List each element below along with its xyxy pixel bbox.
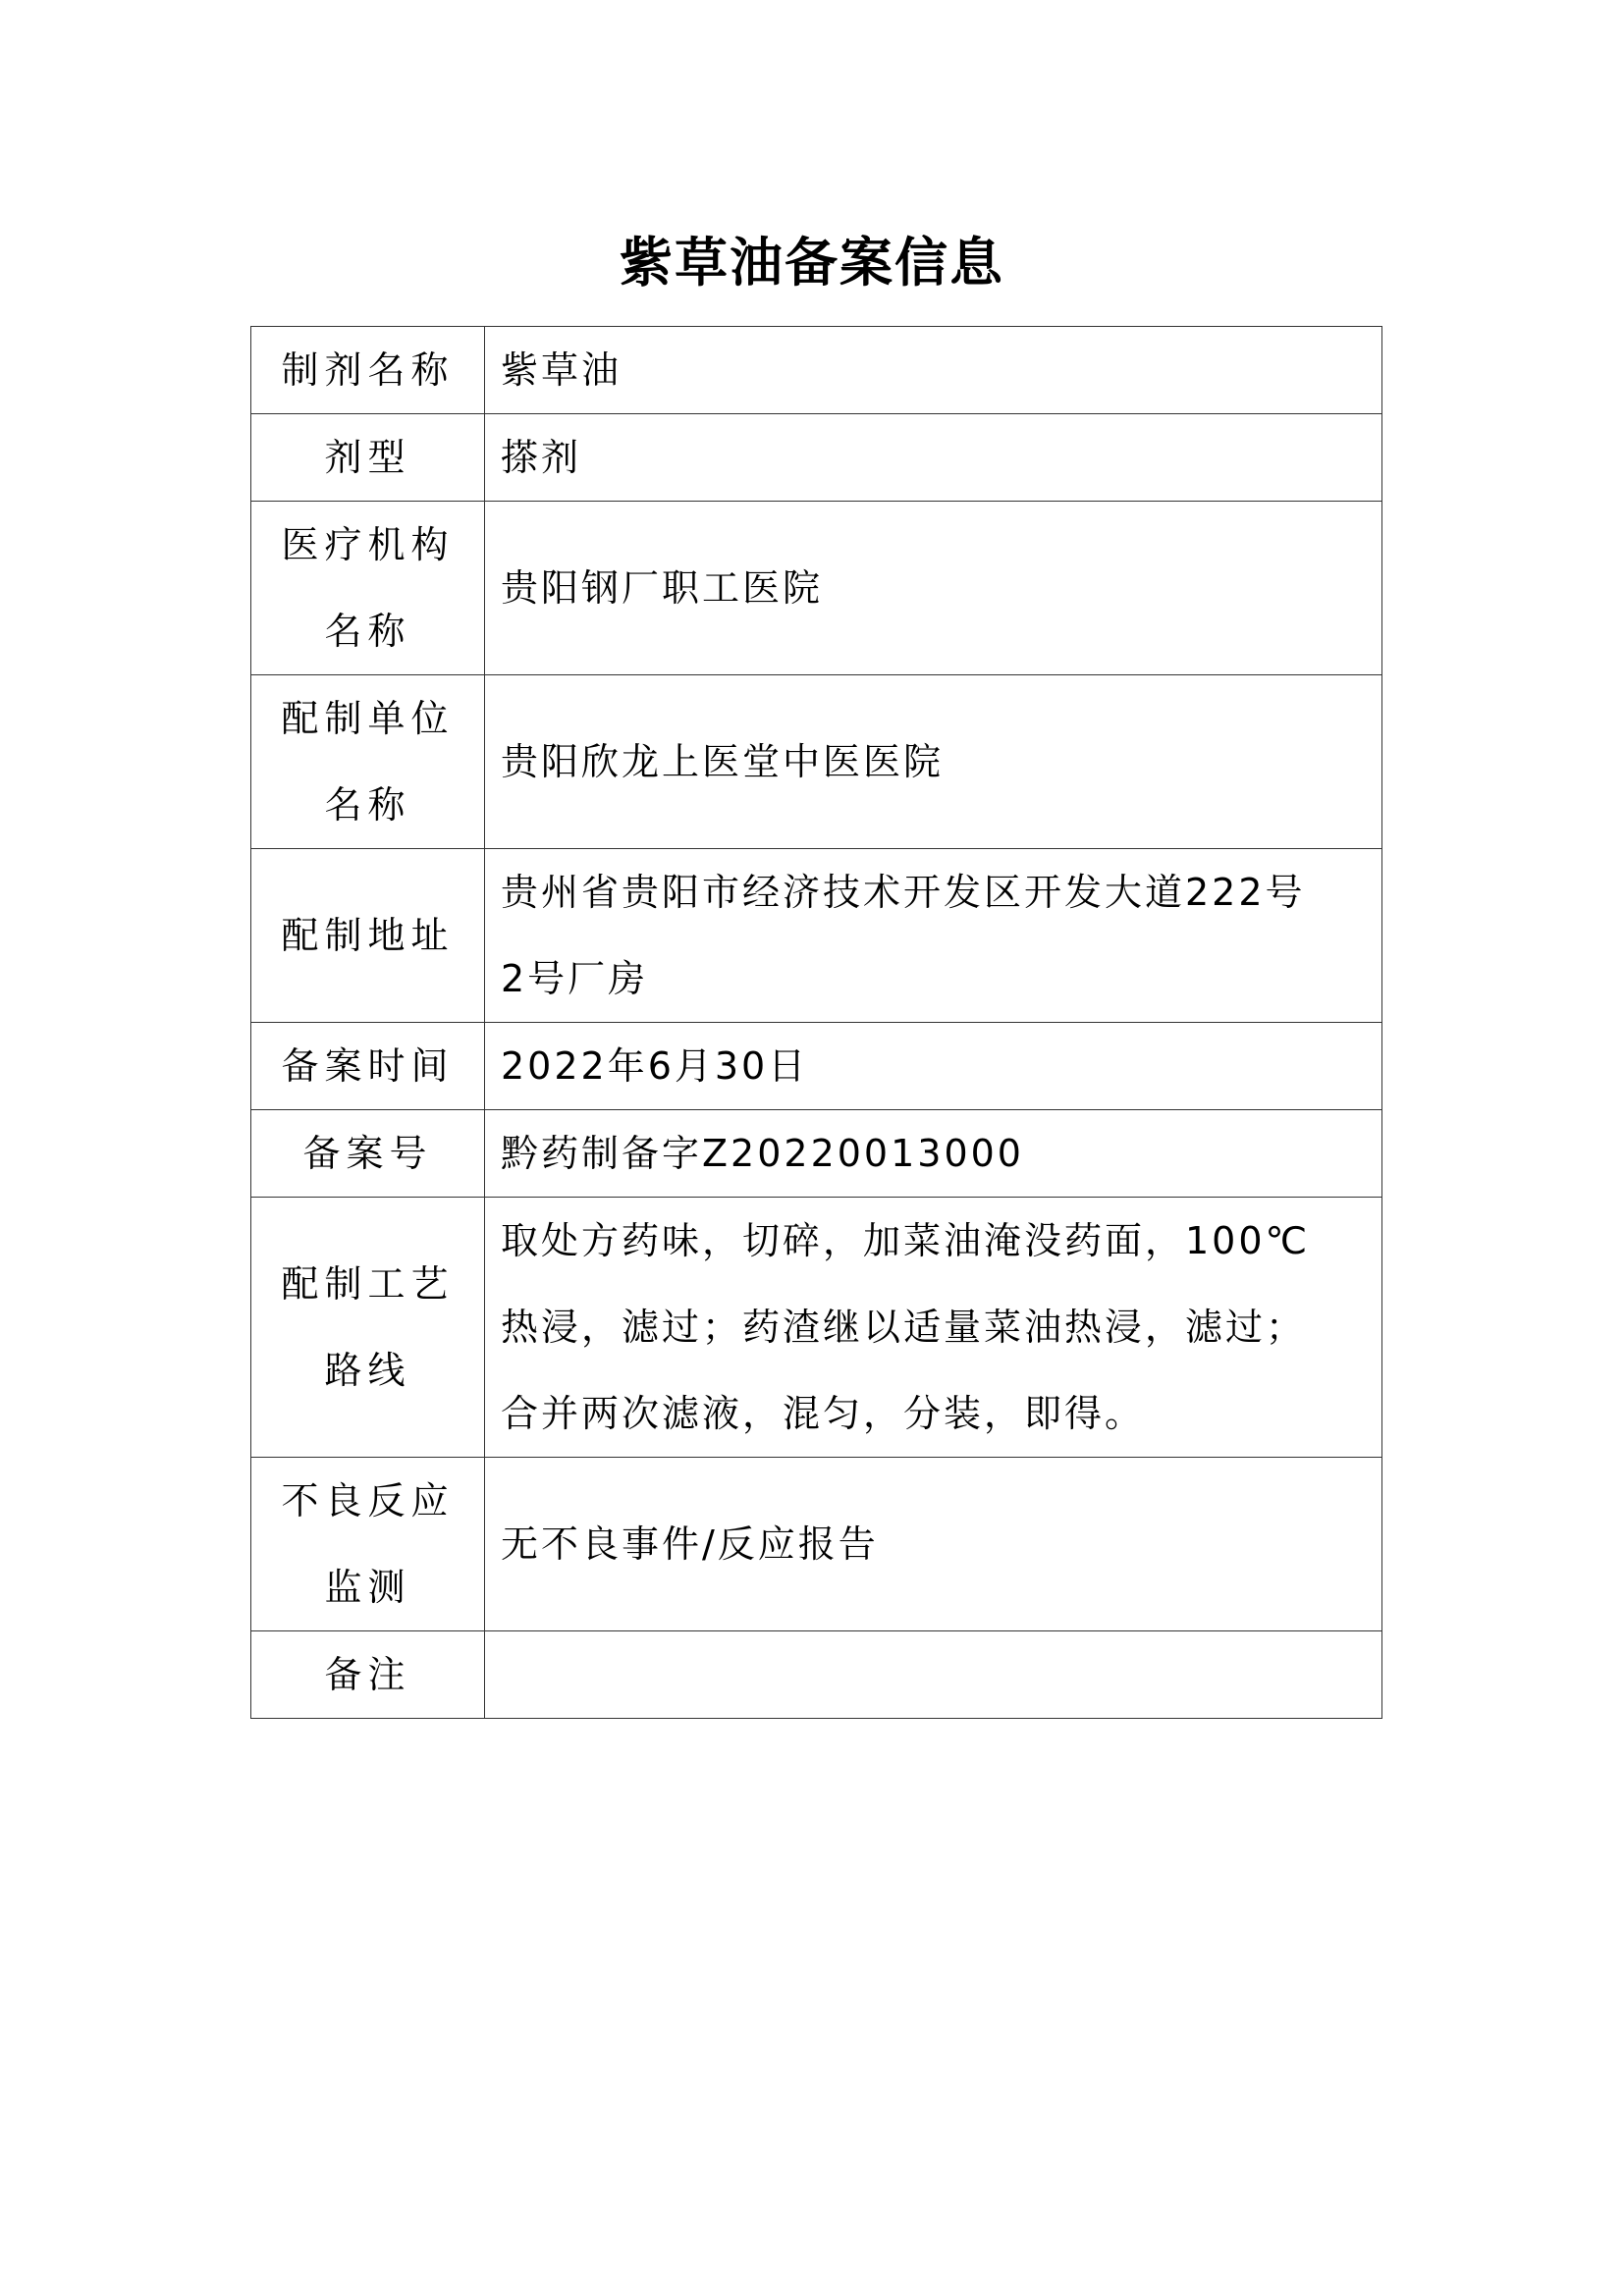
table-row	[251, 327, 1382, 414]
row-value	[485, 849, 1382, 1023]
row-label-text: 备案号	[302, 1132, 433, 1175]
table-row	[251, 502, 1382, 675]
row-value-text: 搽剂	[501, 436, 582, 479]
row-value-text: 黔药制备字Z20220013000	[501, 1132, 1024, 1175]
table-row	[251, 414, 1382, 502]
row-value	[485, 1023, 1382, 1110]
row-label	[251, 414, 485, 502]
table-row	[251, 1023, 1382, 1110]
table-row	[251, 1458, 1382, 1631]
row-label	[251, 675, 485, 849]
row-label-text: 剂型	[324, 436, 411, 479]
row-label-text: 配制单位 名称	[281, 697, 455, 827]
row-value	[485, 1631, 1382, 1719]
filing-info-table	[250, 326, 1382, 1719]
row-value	[485, 1458, 1382, 1631]
row-label-text: 不良反应 监测	[281, 1479, 455, 1609]
row-label-text: 医疗机构 名称	[281, 523, 455, 653]
table-row	[251, 1631, 1382, 1719]
row-value-text: 贵州省贵阳市经济技术开发区开发大道222号 2号厂房	[501, 871, 1306, 1000]
row-value	[485, 414, 1382, 502]
table-row	[251, 675, 1382, 849]
row-label-text: 制剂名称	[281, 348, 455, 392]
row-label	[251, 1631, 485, 1719]
row-label-text: 配制地址	[281, 914, 455, 957]
row-label	[251, 502, 485, 675]
row-label-text: 备注	[324, 1653, 411, 1696]
row-value-text: 2022年6月30日	[501, 1044, 809, 1088]
row-value	[485, 1110, 1382, 1198]
row-value-text: 贵阳钢厂职工医院	[501, 566, 824, 610]
row-value	[485, 502, 1382, 675]
row-label	[251, 1458, 485, 1631]
row-value-text: 贵阳欣龙上医堂中医医院	[501, 740, 945, 783]
table-row	[251, 1110, 1382, 1198]
row-label	[251, 1110, 485, 1198]
row-value-text: 无不良事件/反应报告	[501, 1522, 879, 1566]
page-title: 紫草油备案信息	[620, 232, 1004, 294]
row-value-text: 取处方药味，切碎，加菜油淹没药面，100℃ 热浸，滤过；药渣继以适量菜油热浸，滤过； 合并两次滤液，混匀，分装，即得。	[501, 1219, 1311, 1435]
row-label	[251, 1023, 485, 1110]
row-value	[485, 675, 1382, 849]
row-value-text: 紫草油	[501, 348, 623, 392]
row-label	[251, 849, 485, 1023]
row-label-text: 配制工艺 路线	[281, 1262, 455, 1392]
row-label	[251, 1198, 485, 1458]
row-value	[485, 327, 1382, 414]
row-label	[251, 327, 485, 414]
row-value	[485, 1198, 1382, 1458]
row-label-text: 备案时间	[281, 1044, 455, 1088]
table-row	[251, 1198, 1382, 1458]
table-row	[251, 849, 1382, 1023]
